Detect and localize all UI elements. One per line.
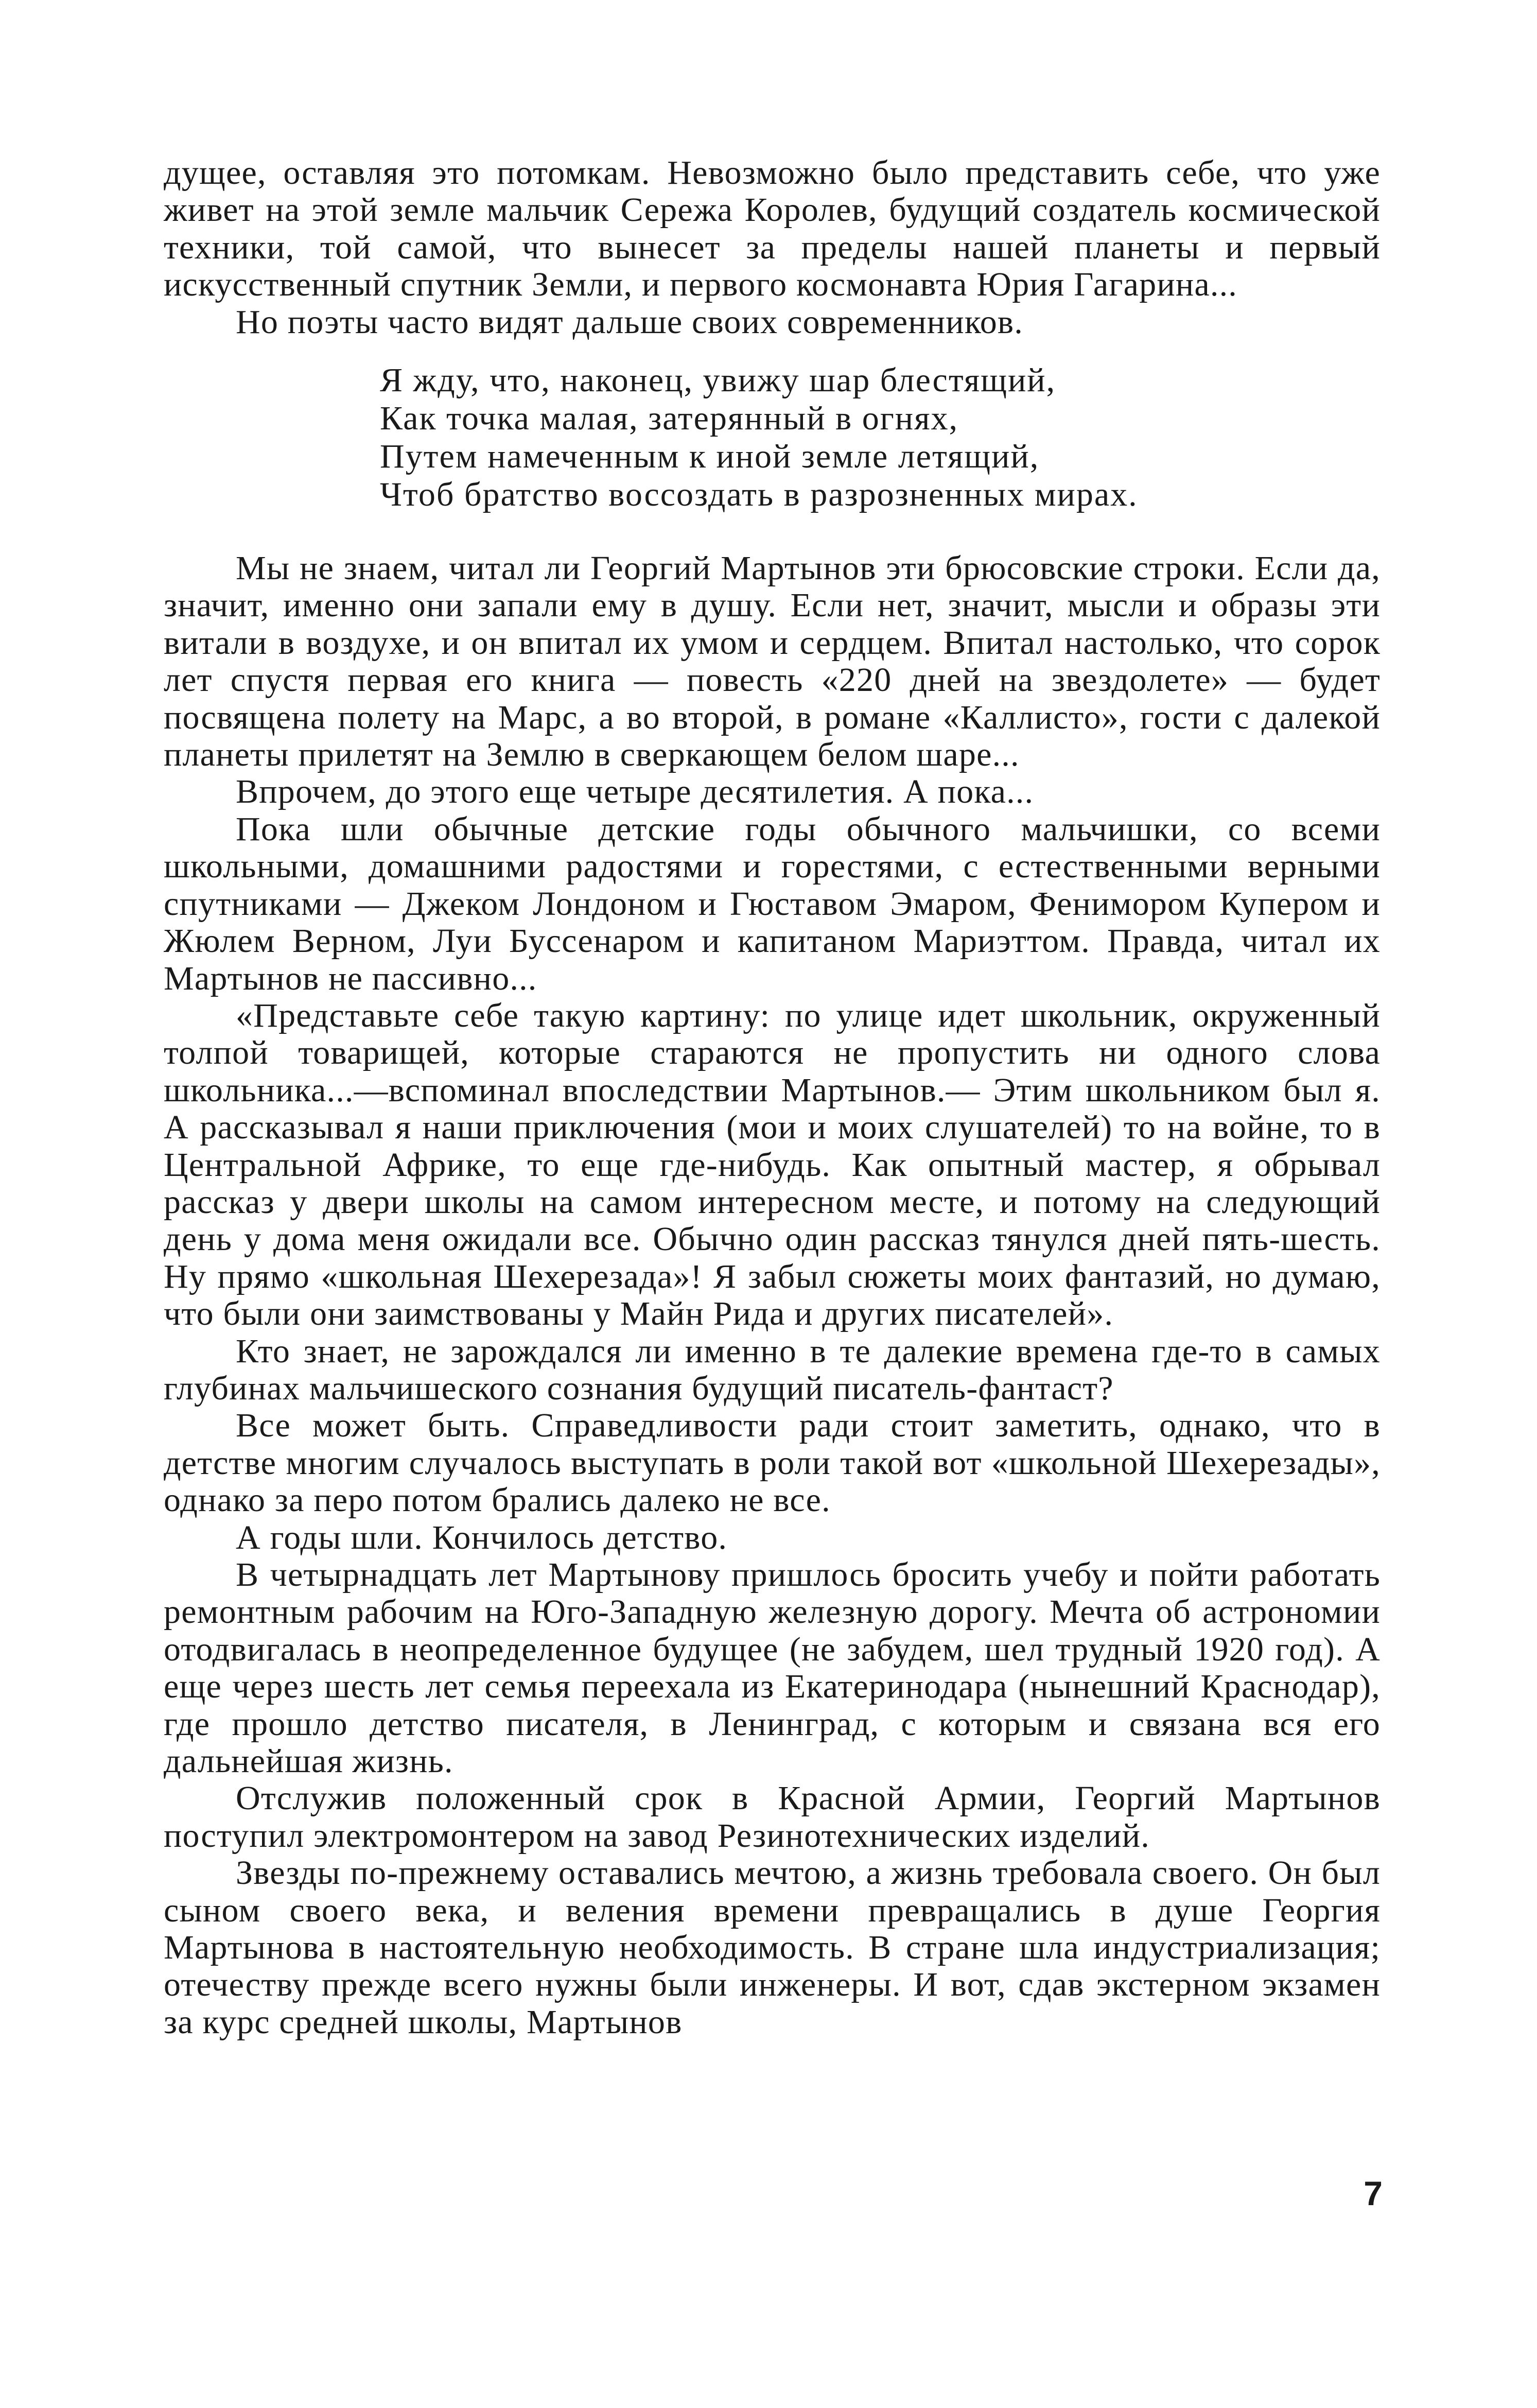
- paragraph: Мы не знаем, читал ли Георгий Мартынов эти брюсовские строки. Если да, значит, именно они запали ему в душу. Если нет, значит, мысли и образы эти витали в воздухе, и он впитал их умом и сердцем. Впитал настолько, что сорок лет спустя первая его книга — повесть «220 дней на звездолете» — будет посвящена полету на Марс, а во второй, в романе «Каллисто», гости с далекой планеты прилетят на Землю в сверкающем белом шаре...: [164, 549, 1381, 774]
- paragraph: А годы шли. Кончилось детство.: [236, 1518, 728, 1556]
- poem-line: Я жду, что, наконец, увижу шар блестящий,: [380, 361, 1056, 400]
- poem-quote: [380, 361, 1381, 514]
- paragraph: Звезды по-прежнему оставались мечтою, а жизнь требовала своего. Он был сыном своего века, и веления времени превращались в душе Георгия Мартынова в настоятельную необходимость. В стране шла индустриализация; отечеству прежде всего нужны были инженеры. И вот, сдав экстерном экзамен за курс средней школы, Мартынов: [164, 1854, 1381, 2041]
- paragraph: Впрочем, до этого еще четыре десятилетия. А пока...: [236, 773, 1034, 811]
- paragraph-poets: Но поэты часто видят дальше своих современников.: [236, 303, 1023, 341]
- poem-line: Чтоб братство воссоздать в разрозненных мирах.: [380, 476, 1138, 514]
- page-number: 7: [1364, 2174, 1383, 2212]
- paragraph-quote: «Представьте себе такую картину: по улице идет школьник, окруженный толпой товарищей, которые стараются не пропустить ни одного слова школьника...—вспоминал впоследствии Мартынов.— Этим школьником был я. А рассказывал я наши приключения (мои и моих слушателей) то на войне, то в Центральной Африке, то еще где-нибудь. Как опытный мастер, я обрывал рассказ у двери школы на самом интересном месте, и потому на следующий день у дома меня ожидали все. Обычно один рассказ тянулся дней пять-шесть. Ну прямо «школьная Шехерезада»! Я забыл сюжеты моих фантазий, но думаю, что были они заимствованы у Майн Рида и других писателей».: [164, 996, 1381, 1333]
- paragraph-continuation: дущее, оставляя это потомкам. Невозможно было представить себе, что уже живет на этой земле мальчик Сережа Королев, будущий создатель космической техники, той самой, что вынесет за пределы нашей планеты и первый искусственный спутник Земли, и первого космонавта Юрия Гагарина...: [164, 154, 1381, 304]
- paragraph: Все может быть. Справедливости ради стоит заметить, однако, что в детстве многим случалось выступать в роли такой вот «школьной Шехерезады», однако за перо потом брались далеко не все.: [164, 1407, 1381, 1519]
- page-body: [164, 154, 1381, 2041]
- paragraph: Кто знает, не зарождался ли именно в те далекие времена где-то в самых глубинах мальчишеского сознания будущий писатель-фантаст?: [164, 1332, 1381, 1407]
- paragraph: Пока шли обычные детские годы обычного мальчишки, со всеми школьными, домашними радостями и горестями, с естественными верными спутниками — Джеком Лондоном и Гюставом Эмаром, Фенимором Купером и Жюлем Верном, Луи Буссенаром и капитаном Мариэттом. Правда, читал их Мартынов не пассивно...: [164, 810, 1381, 997]
- poem-line: Как точка малая, затерянный в огнях,: [380, 400, 958, 438]
- paragraph: Отслужив положенный срок в Красной Армии, Георгий Мартынов поступил электромонтером на завод Резинотехнических изделий.: [164, 1779, 1381, 1855]
- poem-line: Путем намеченным к иной земле летящий,: [380, 438, 1040, 476]
- paragraph: В четырнадцать лет Мартынову пришлось бросить учебу и пойти работать ремонтным рабочим на Юго-Западную железную дорогу. Мечта об астрономии отодвигалась в неопределенное будущее (не забудем, шел трудный 1920 год). А еще через шесть лет семья переехала из Екатеринодара (нынешний Краснодар), где прошло детство писателя, в Ленинград, с которым и связана вся его дальнейшая жизнь.: [164, 1556, 1381, 1780]
